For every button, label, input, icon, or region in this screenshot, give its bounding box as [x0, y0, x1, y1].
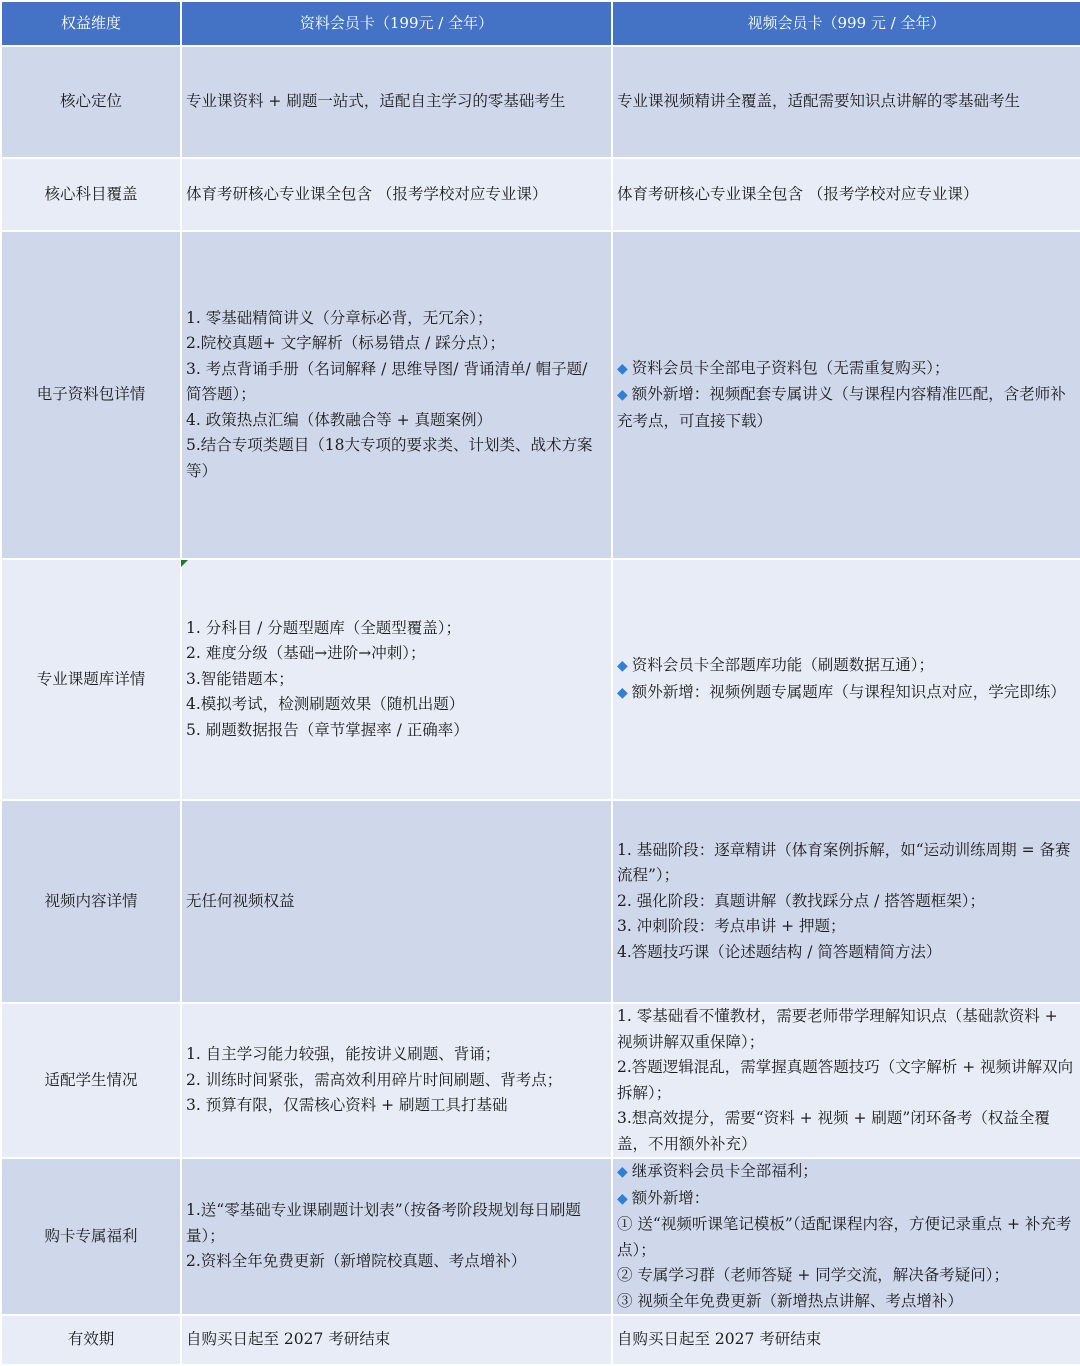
- dimension-cell: 核心科目覆盖: [1, 158, 181, 231]
- cell-line: 1. 分科目 / 分题型题库（全题型覆盖）；: [186, 618, 462, 637]
- cell-line: 1. 零基础精简讲义（分章标必背，无冗余）；: [186, 308, 493, 327]
- cell-line: 4.模拟考试，检测刷题效果（随机出题）: [186, 695, 465, 714]
- cell-line: [617, 1159, 1076, 1186]
- diamond-bullet-icon: ◆: [617, 1190, 628, 1207]
- cell-line: [617, 382, 1076, 434]
- cell-line: 2. 训练时间紧张，需高效利用碎片时间刷题、背考点；: [186, 1070, 563, 1089]
- cell-line: 5.结合专项类题目（18大专项的要求类、计划类、战术方案等）: [186, 436, 593, 480]
- row-purchase-benefits: [1, 1158, 1080, 1315]
- cell-line: [617, 653, 1076, 680]
- data-card-cell: [181, 231, 612, 559]
- cell-line: 3.智能错题本；: [186, 669, 294, 688]
- diamond-bullet-icon: ◆: [617, 658, 628, 674]
- cell-line: 3. 冲刺阶段：考点串讲 + 押题；: [617, 917, 846, 936]
- video-card-cell: [612, 46, 1080, 158]
- cell-line: ③ 视频全年免费更新（新增热点讲解、考点增补）: [617, 1291, 963, 1310]
- dimension-cell: 适配学生情况: [1, 1003, 181, 1158]
- header-row: [1, 1, 1080, 46]
- cell-line: 专业课视频精讲全覆盖，适配需要知识点讲解的零基础考生: [617, 92, 1021, 111]
- data-card-cell: [181, 46, 612, 158]
- data-card-cell: [181, 1158, 612, 1315]
- diamond-bullet-icon: ◆: [617, 387, 628, 404]
- cell-line: 4. 政策热点汇编（体教融合等 + 真题案例）: [186, 410, 493, 429]
- cell-line: 2.院校真题+ 文字解析（标易错点 / 踩分点）；: [186, 334, 506, 353]
- cell-line: 1. 自主学习能力较强，能按讲义刷题、背诵；: [186, 1045, 501, 1064]
- cell-line-text: 资料会员卡全部题库功能（刷题数据互通）；: [631, 656, 935, 674]
- video-card-cell: [612, 231, 1080, 559]
- row-ebook-package: [1, 231, 1080, 559]
- diamond-bullet-icon: ◆: [617, 1164, 628, 1180]
- row-question-bank: [1, 559, 1080, 800]
- cell-line: 3. 考点背诵手册（名词解释 / 思维导图/ 背诵清单/ 帽子题/ 简答题）；: [186, 359, 588, 404]
- cell-line: 自购买日起至 2027 考研结束: [617, 1330, 822, 1349]
- video-card-cell: [612, 158, 1080, 231]
- cell-line: [617, 680, 1076, 707]
- row-core-positioning: [1, 46, 1080, 158]
- diamond-bullet-icon: ◆: [617, 684, 628, 701]
- cell-line: ② 专属学习群（老师答疑 + 同学交流，解决备考疑问）；: [617, 1266, 1010, 1284]
- dimension-cell: 核心定位: [1, 46, 181, 158]
- data-card-cell: [181, 800, 612, 1003]
- row-validity: [1, 1315, 1080, 1365]
- video-card-cell: [612, 1158, 1080, 1315]
- cell-line: 1.送“零基础专业课刷题计划表”（按备考阶段规划每日刷题量）；: [186, 1201, 581, 1245]
- cell-line: 体育考研核心专业课全包含 （报考学校对应专业课）: [186, 184, 548, 203]
- cell-line: 体育考研核心专业课全包含 （报考学校对应专业课）: [617, 184, 979, 203]
- cell-line: 无任何视频权益: [186, 891, 295, 910]
- cell-line-text: 资料会员卡全部电子资料包（无需重复购买）；: [631, 358, 950, 377]
- row-target-students: [1, 1003, 1080, 1158]
- cell-line: [617, 1186, 1076, 1213]
- dimension-cell: 电子资料包详情: [1, 231, 181, 559]
- cell-line-text: 额外新增：: [631, 1188, 710, 1207]
- header-video-card: 视频会员卡（999 元 / 全年）: [612, 1, 1080, 46]
- cell-line-text: 额外新增：视频配套专属讲义（与课程内容精准匹配，含老师补充考点，可直接下载）: [617, 385, 1066, 430]
- header-data-card: 资料会员卡（199元 / 全年）: [181, 1, 612, 46]
- cell-line: 2. 难度分级（基础→进阶→冲刺）；: [186, 644, 426, 663]
- cell-line-text: 额外新增：视频例题专属题库（与课程知识点对应，学完即练）: [631, 682, 1066, 701]
- row-subject-coverage: [1, 158, 1080, 231]
- dimension-cell: 专业课题库详情: [1, 559, 181, 800]
- dimension-cell: 购卡专属福利: [1, 1158, 181, 1315]
- dimension-cell: 视频内容详情: [1, 800, 181, 1003]
- cell-line: 专业课资料 + 刷题一站式，适配自主学习的零基础考生: [186, 92, 566, 111]
- data-card-cell: [181, 158, 612, 231]
- data-card-cell: [181, 1003, 612, 1158]
- cell-line: 1. 零基础看不懂教材，需要老师带学理解知识点（基础款资料 + 视频讲解双重保障）；: [617, 1007, 1058, 1051]
- cell-line: 3. 预算有限，仅需核心资料 + 刷题工具打基础: [186, 1096, 508, 1115]
- video-card-cell: [612, 559, 1080, 800]
- video-card-cell: [612, 1003, 1080, 1158]
- diamond-bullet-icon: ◆: [617, 360, 628, 377]
- cell-line: [617, 356, 1076, 383]
- data-card-cell: [181, 559, 612, 800]
- cell-line: 2. 强化阶段：真题讲解（教找踩分点 / 搭答题框架）；: [617, 891, 986, 910]
- cell-line-text: 继承资料会员卡全部福利；: [631, 1162, 818, 1180]
- header-dimension: 权益维度: [1, 1, 181, 46]
- cell-line: 4.答题技巧课（论述题结构 / 简答题精简方法）: [617, 942, 942, 961]
- cell-line: 自购买日起至 2027 考研结束: [186, 1330, 391, 1349]
- cell-line: 2.资料全年免费更新（新增院校真题、考点增补）: [186, 1252, 527, 1271]
- row-video-content: [1, 800, 1080, 1003]
- dimension-cell: 有效期: [1, 1315, 181, 1365]
- cell-line: 2.答题逻辑混乱，需掌握真题答题技巧（文字解析 + 视频讲解双向拆解）；: [617, 1058, 1074, 1102]
- cell-comment-marker: [181, 560, 188, 567]
- cell-line: 5. 刷题数据报告（章节掌握率 / 正确率）: [186, 720, 469, 739]
- cell-line: ① 送“视频听课笔记模板”（适配课程内容，方便记录重点 + 补充考点）；: [617, 1215, 1072, 1259]
- cell-line: 3.想高效提分，需要“资料 + 视频 + 刷题”闭环备考（权益全覆盖，不用额外补充）: [617, 1109, 1050, 1153]
- video-card-cell: [612, 800, 1080, 1003]
- cell-line: 1. 基础阶段：逐章精讲（体育案例拆解，如“运动训练周期 = 备赛流程”）；: [617, 840, 1071, 885]
- video-card-cell: [612, 1315, 1080, 1365]
- data-card-cell: [181, 1315, 612, 1365]
